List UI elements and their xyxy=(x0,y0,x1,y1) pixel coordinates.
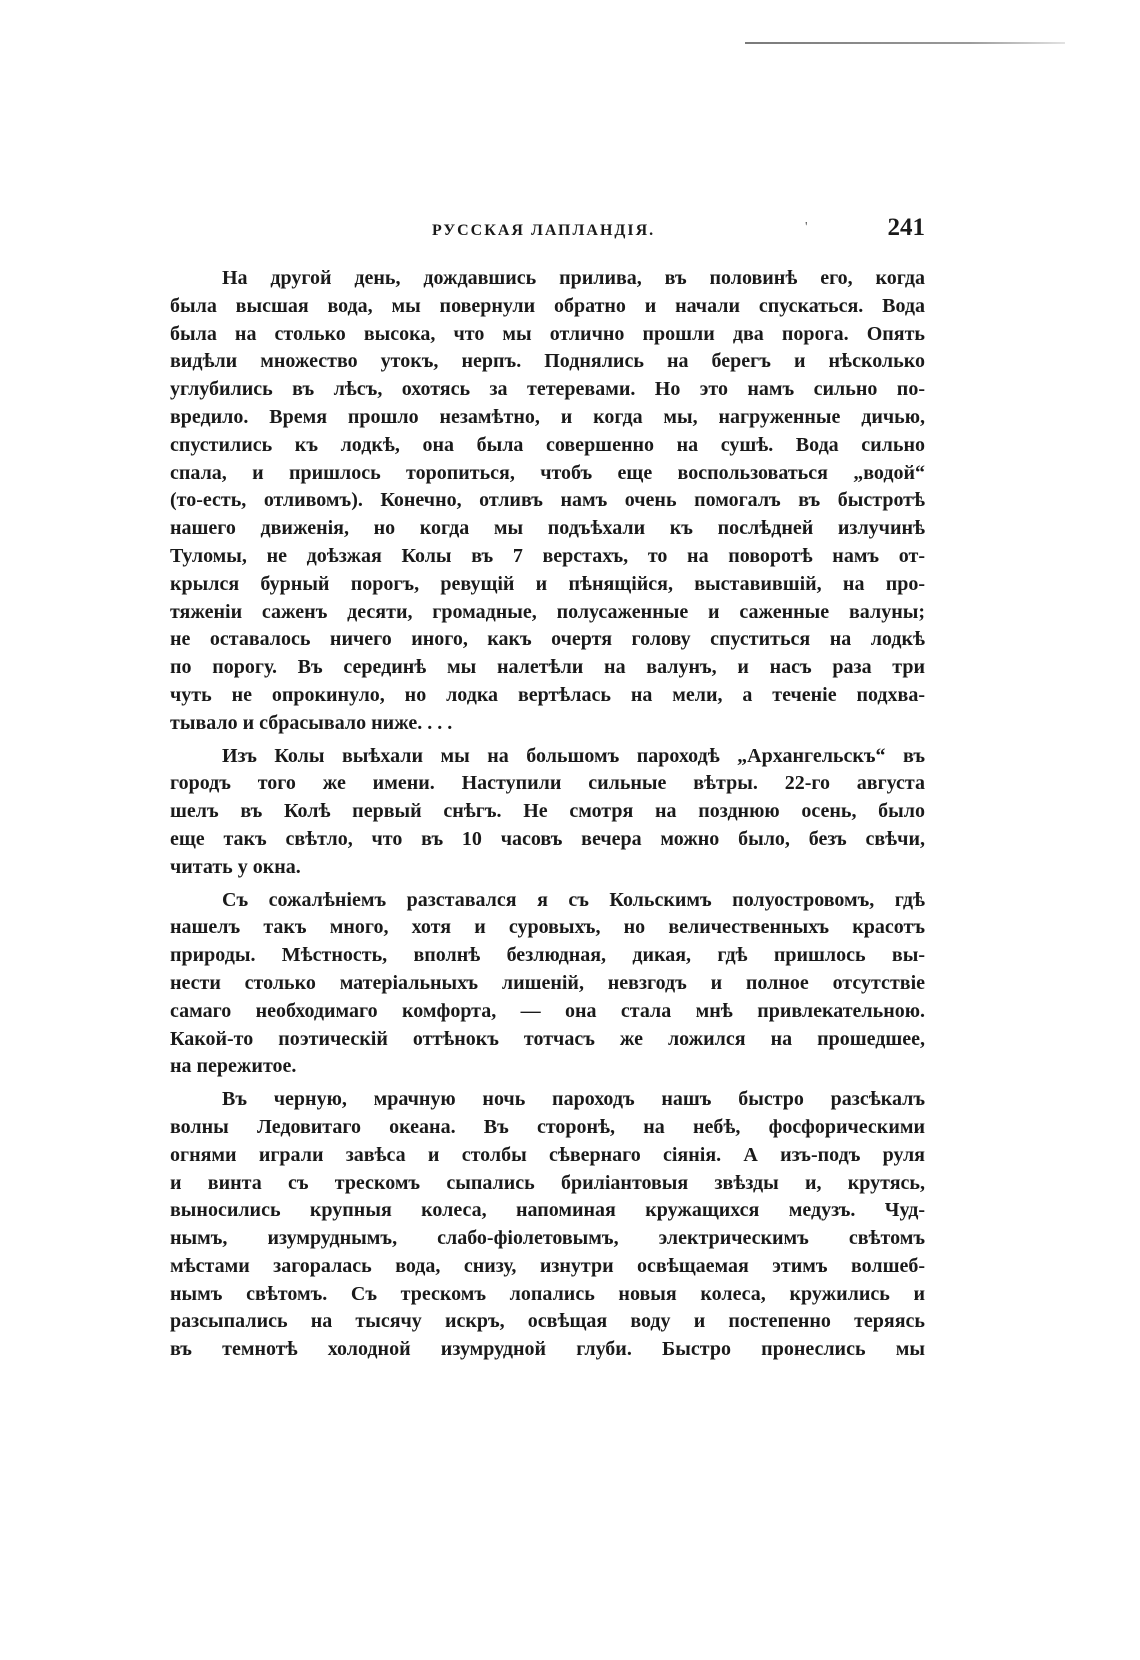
text-line: вредило. Время прошло незамѣтно, и когда мы, нагруженные дичью, xyxy=(170,405,925,428)
header-mark: ' xyxy=(805,220,808,235)
text-line: тяженіи саженъ десяти, громадные, полусаженные и саженные валуны; xyxy=(170,600,925,623)
text-line: Въ черную, мрачную ночь пароходъ нашъ быстро разсѣкалъ xyxy=(222,1088,925,1111)
text-line: чуть не опрокинуло, но лодка вертѣлась на мели, а теченіе подхва- xyxy=(170,683,925,706)
text-line: крылся бурный порогъ, ревущій и пѣнящійся, выставившій, на про- xyxy=(170,572,925,595)
body-text xyxy=(170,265,925,1364)
text-line: нашего движенія, но когда мы подъѣхали къ послѣдней излучинѣ xyxy=(170,517,925,540)
paragraph-3 xyxy=(170,887,925,1082)
text-line: Съ сожалѣніемъ разставался я съ Кольскимъ полуостровомъ, гдѣ xyxy=(222,888,925,911)
text-line: мѣстами загоралась вода, снизу, изнутри освѣщаемая этимъ волшеб- xyxy=(170,1254,925,1277)
page-header xyxy=(170,212,925,252)
text-line: городъ того же имени. Наступили сильные вѣтры. 22-го августа xyxy=(170,772,925,795)
text-line: Изъ Колы выѣхали мы на большомъ пароходѣ „Архангельскъ“ въ xyxy=(222,744,925,767)
text-line: читать у окна. xyxy=(170,855,301,878)
text-line: Туломы, не доѣзжая Колы въ 7 верстахъ, то на поворотѣ намъ от- xyxy=(170,544,925,567)
text-line: спустились къ лодкѣ, она была совершенно на сушѣ. Вода сильно xyxy=(170,433,925,456)
text-line: огнями играли завѣса и столбы сѣвернаго сіянія. А изъ-подъ руля xyxy=(170,1143,925,1166)
text-line: по порогу. Въ серединѣ мы налетѣли на валунъ, и насъ раза три xyxy=(170,656,925,679)
text-line: (то-есть, отливомъ). Конечно, отливъ намъ очень помогалъ въ быстротѣ xyxy=(170,489,925,512)
paragraph-1 xyxy=(170,265,925,738)
text-line: тывало и сбрасывало ниже. . . . xyxy=(170,711,453,734)
text-line: въ темнотѣ холодной изумрудной глуби. Быстро пронеслись мы xyxy=(170,1338,925,1361)
text-line: на пережитое. xyxy=(170,1055,297,1078)
text-line: еще такъ свѣтло, что въ 10 часовъ вечера можно было, безъ свѣчи, xyxy=(170,827,925,850)
page-number: 241 xyxy=(887,214,925,241)
text-line: природы. Мѣстность, вполнѣ безлюдная, дикая, гдѣ пришлось вы- xyxy=(170,944,925,967)
text-line: углубились въ лѣсъ, охотясь за тетеревами. Но это намъ сильно по- xyxy=(170,378,925,401)
text-line: была на столько высока, что мы отлично прошли два порога. Опять xyxy=(170,322,925,345)
text-line: разсыпались на тысячу искръ, освѣщая воду и постепенно теряясь xyxy=(170,1310,925,1333)
text-line: Какой-то поэтическій оттѣнокъ тотчасъ же ложился на прошедшее, xyxy=(170,1027,925,1050)
text-line: нымъ свѣтомъ. Съ трескомъ лопались новыя колеса, кружились и xyxy=(170,1282,925,1305)
text-line: выносились крупныя колеса, напоминая кружащихся медузъ. Чуд- xyxy=(170,1199,925,1222)
text-line: и винта съ трескомъ сыпались бриліантовыя звѣзды и, крутясь, xyxy=(170,1171,925,1194)
paragraph-4 xyxy=(170,1086,925,1364)
text-line: нашелъ такъ много, хотя и суровыхъ, но величественныхъ красотъ xyxy=(170,916,925,939)
text-line: не оставалось ничего иного, какъ очертя голову спуститься на лодкѣ xyxy=(170,628,925,651)
text-line: видѣли множество утокъ, нерпъ. Поднялись на берегъ и нѣсколько xyxy=(170,350,925,373)
text-line: самаго необходимаго комфорта, — она стала мнѣ привлекательною. xyxy=(170,999,925,1022)
text-line: нести столько матеріальныхъ лишеній, невзгодъ и полное отсутствіе xyxy=(170,971,925,994)
text-line: была высшая вода, мы повернули обратно и начали спускаться. Вода xyxy=(170,294,925,317)
paragraph-2 xyxy=(170,743,925,882)
text-line: шелъ въ Колѣ первый снѣгъ. Не смотря на позднюю осень, было xyxy=(170,800,925,823)
text-line: нымъ, изумруднымъ, слабо-фіолетовымъ, электрическимъ свѣтомъ xyxy=(170,1227,925,1250)
running-title: РУССКАЯ ЛАПЛАНДІЯ. xyxy=(432,222,656,239)
text-line: спала, и пришлось торопиться, чтобъ еще воспользоваться „водой“ xyxy=(170,461,925,484)
text-line: волны Ледовитаго океана. Въ сторонѣ, на небѣ, фосфорическими xyxy=(170,1115,925,1138)
text-line: На другой день, дождавшись прилива, въ половинѣ его, когда xyxy=(222,267,925,289)
scan-edge-line xyxy=(745,42,1065,44)
